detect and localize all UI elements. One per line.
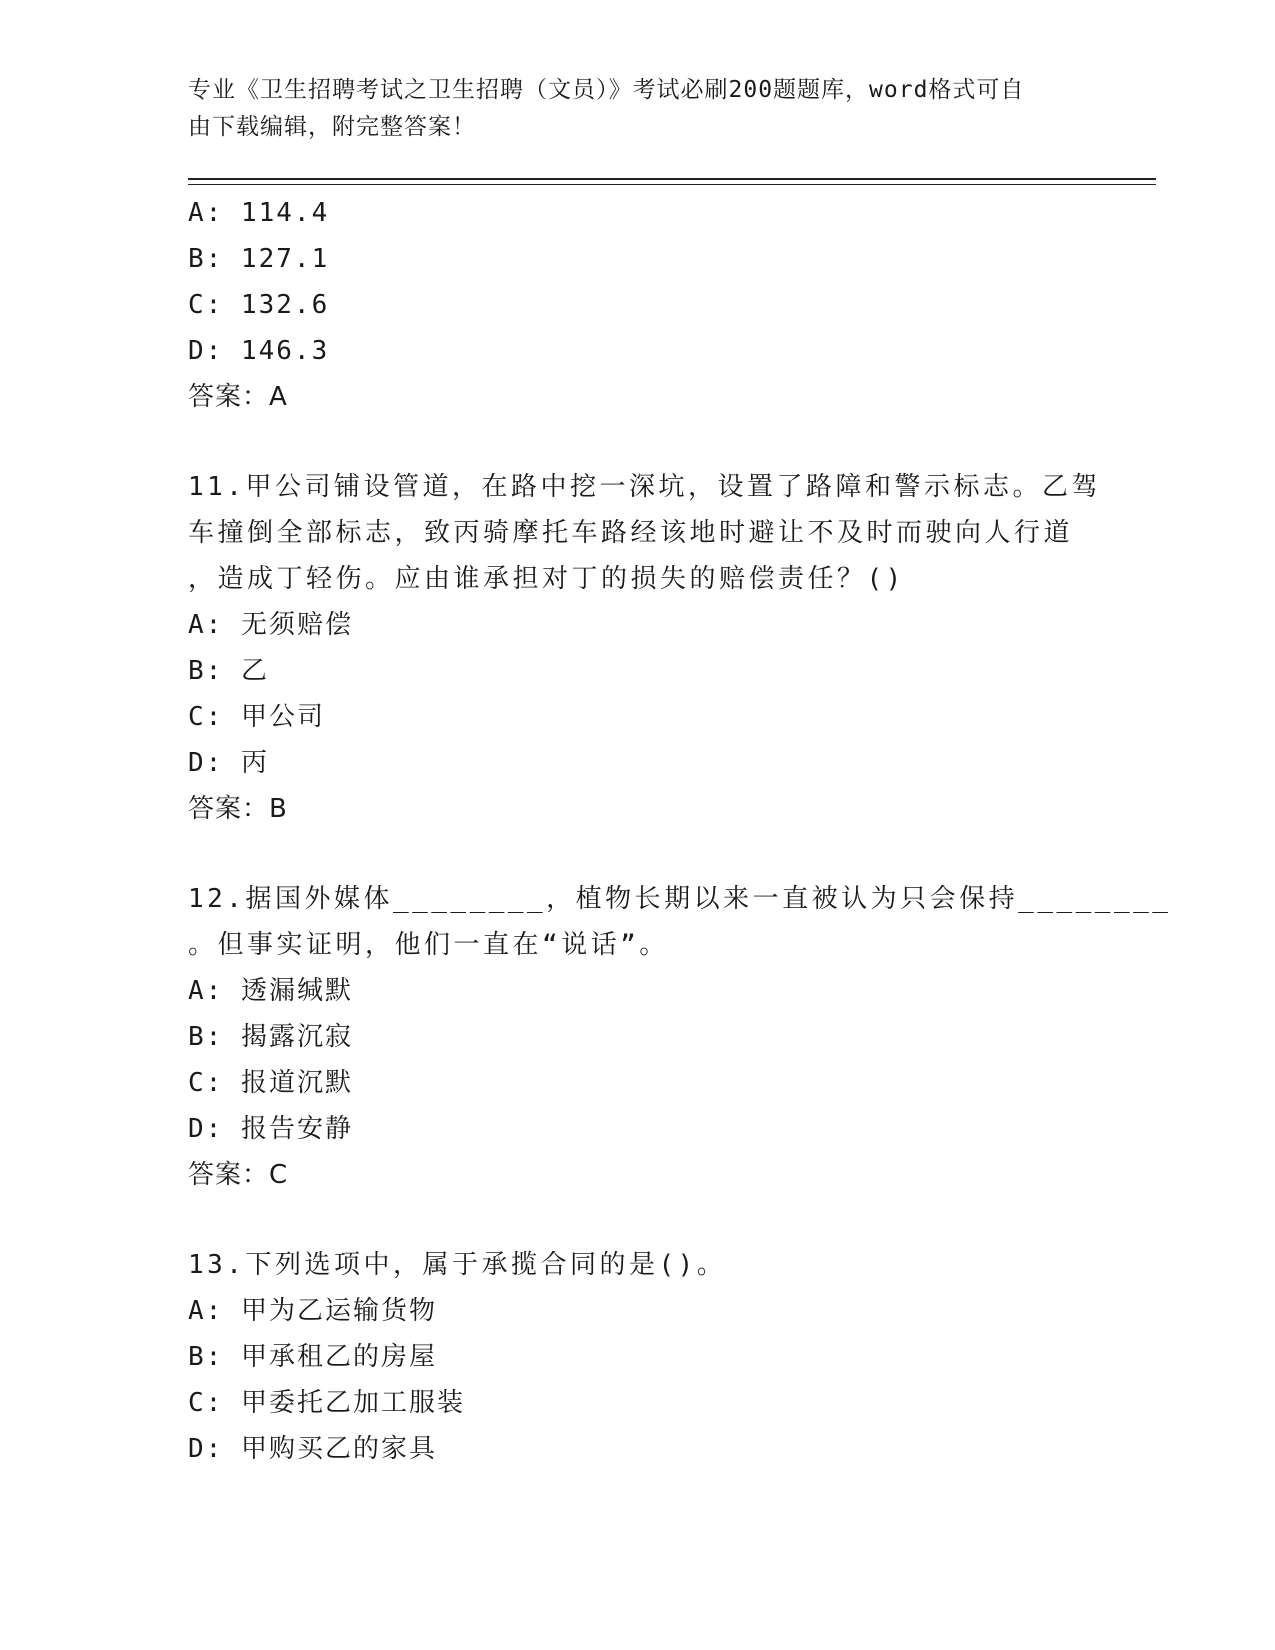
question-12: [188, 876, 1172, 1198]
header-rule-thin: [188, 184, 1156, 185]
question-text-line: 。但事实证明，他们一直在“说话”。: [188, 930, 669, 960]
header-line-2: 由下载编辑，附完整答案！: [188, 114, 476, 140]
question-text-line: 13.下列选项中，属于承揽合同的是()。: [188, 1250, 727, 1280]
option-c: C: 甲委托乙加工服装: [188, 1388, 465, 1418]
question-gap: [188, 832, 1088, 876]
option-d: D: 146.3: [188, 336, 330, 366]
option-a: A: 透漏缄默: [188, 976, 353, 1006]
option-a: A: 无须赔偿: [188, 610, 353, 640]
option-b: B: 揭露沉寂: [188, 1022, 353, 1052]
question-list: [188, 190, 1172, 1472]
option-a: A: 甲为乙运输货物: [188, 1296, 437, 1326]
header-line-1: 专业《卫生招聘考试之卫生招聘（文员）》考试必刷200题题库，word格式可自: [188, 77, 1025, 103]
header-rule-thick: [188, 178, 1156, 180]
option-d: D: 甲购买乙的家具: [188, 1434, 437, 1464]
question-text-line: 11.甲公司铺设管道，在路中挖一深坑，设置了路障和警示标志。乙驾: [188, 472, 1101, 502]
answer-line: 答案：C: [188, 1160, 289, 1190]
question-gap: [188, 1198, 1088, 1242]
question-11: [188, 464, 1101, 832]
answer-line: 答案：B: [188, 794, 288, 824]
option-c: C: 报道沉默: [188, 1068, 353, 1098]
option-a: A: 114.4: [188, 198, 330, 228]
option-d: D: 报告安静: [188, 1114, 353, 1144]
option-c: C: 132.6: [188, 290, 330, 320]
document-header: [188, 72, 1068, 146]
question-10: [188, 190, 1088, 420]
option-b: B: 乙: [188, 656, 269, 686]
option-c: C: 甲公司: [188, 702, 325, 732]
question-text-line: ，造成丁轻伤。应由谁承担对丁的损失的赔偿责任？(): [188, 564, 905, 594]
option-b: B: 127.1: [188, 244, 330, 274]
option-b: B: 甲承租乙的房屋: [188, 1342, 437, 1372]
option-d: D: 丙: [188, 748, 269, 778]
question-text-line: 车撞倒全部标志，致丙骑摩托车路经该地时避让不及时而驶向人行道: [188, 518, 1074, 548]
question-text-line: 12.据国外媒体________，植物长期以来一直被认为只会保持________: [188, 884, 1172, 914]
answer-line: 答案：A: [188, 382, 288, 412]
question-13: [188, 1242, 1088, 1472]
question-gap: [188, 420, 1088, 464]
